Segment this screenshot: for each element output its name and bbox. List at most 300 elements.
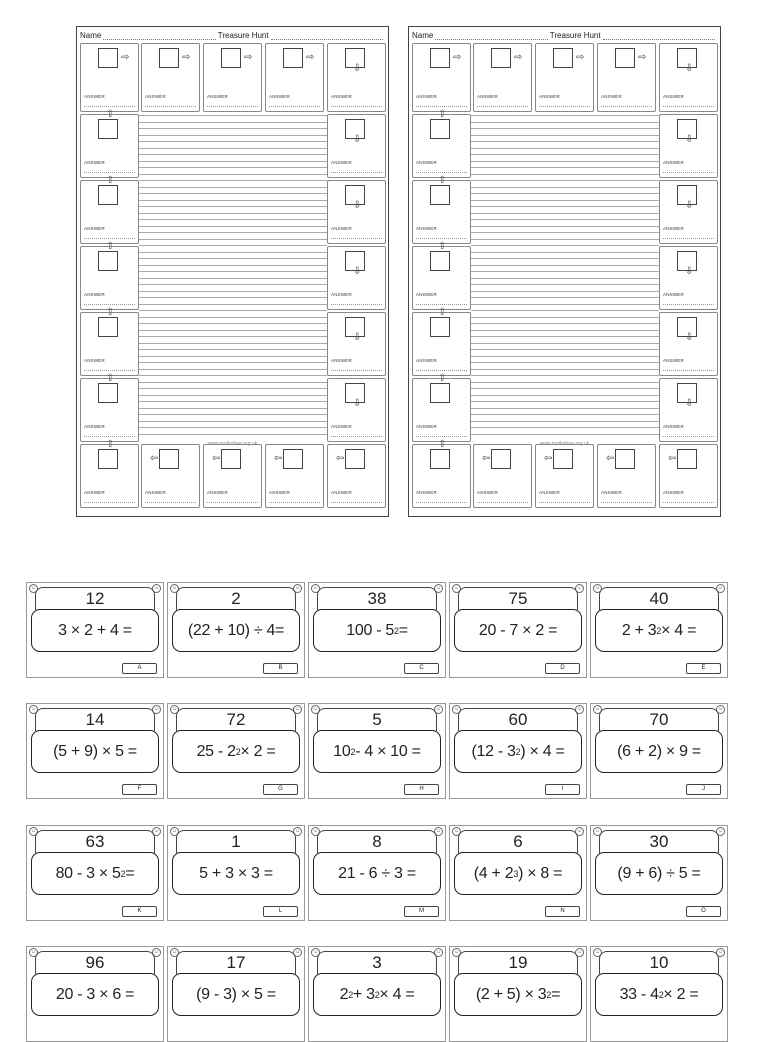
ruled-line	[471, 388, 659, 389]
question-card	[308, 825, 446, 921]
question-card	[167, 582, 305, 678]
website-text: www.mathsfree.org.uk	[539, 441, 590, 447]
answer-line	[663, 370, 714, 371]
ruled-line	[139, 421, 327, 422]
answer-cell	[327, 246, 386, 310]
answer-line	[84, 172, 135, 173]
answer-label: ANSWER	[207, 94, 228, 99]
arrow-icon: ⇦	[274, 453, 283, 464]
card-answer: 10	[649, 953, 669, 972]
answer-cell	[412, 175, 471, 244]
clue-box	[553, 48, 573, 68]
ruled-line	[139, 323, 327, 324]
answer-line	[477, 106, 528, 107]
card-question: (2 + 5) × 3 2 =	[454, 973, 582, 1016]
ruled-line	[471, 369, 659, 370]
card-answer: 60	[508, 710, 528, 729]
ruled-line	[139, 115, 327, 116]
ruled-line	[139, 167, 327, 168]
answer-line	[84, 370, 135, 371]
clue-box	[283, 48, 303, 68]
ruled-line	[139, 232, 327, 233]
card-letter: B	[263, 663, 298, 674]
clue-box	[221, 449, 241, 469]
answer-label: ANSWER	[416, 358, 437, 363]
arrow-icon: ⇨	[514, 52, 523, 63]
question-card	[449, 946, 587, 1042]
card-answer: 72	[226, 710, 246, 729]
card-letter: J	[686, 784, 721, 795]
arrow-icon: ⇩	[353, 134, 362, 145]
ruled-line	[471, 245, 659, 246]
ruled-line	[139, 174, 327, 175]
arrow-icon: ⇩	[685, 63, 694, 74]
card-answer: 75	[508, 589, 528, 608]
card-question: 21 - 6 ÷ 3 =	[313, 852, 441, 895]
sheet-title: Treasure Hunt	[549, 31, 601, 40]
answer-cell	[80, 307, 139, 376]
ruled-line	[139, 310, 327, 311]
answer-line	[84, 436, 135, 437]
answer-line	[84, 502, 135, 503]
card-question: 2 + 3 2 × 4 =	[595, 609, 723, 652]
answer-line	[331, 370, 382, 371]
answer-label: ANSWER	[331, 160, 352, 165]
card-answer: 30	[649, 832, 669, 851]
answer-line	[416, 502, 467, 503]
ruled-line	[139, 265, 327, 266]
ruled-line	[471, 174, 659, 175]
card-letter: E	[686, 663, 721, 674]
answer-label: ANSWER	[416, 292, 437, 297]
answer-label: ANSWER	[416, 160, 437, 165]
ruled-line	[471, 310, 659, 311]
answer-label: ANSWER	[145, 94, 166, 99]
ruled-line	[139, 375, 327, 376]
card-question: (9 + 6) ÷ 5 =	[595, 852, 723, 895]
answer-cell	[412, 241, 471, 310]
answer-cell	[659, 378, 718, 442]
ruled-line	[139, 122, 327, 123]
arrow-icon: ⇧	[106, 307, 115, 318]
ruled-line	[139, 291, 327, 292]
ruled-line	[139, 414, 327, 415]
smiley-icon: ☺	[717, 706, 724, 712]
answer-label: ANSWER	[477, 94, 498, 99]
answer-line	[331, 304, 382, 305]
answer-cell	[412, 373, 471, 442]
answer-label: ANSWER	[84, 358, 105, 363]
clue-box	[98, 383, 118, 403]
card-row-1	[26, 582, 728, 678]
arrow-icon: ⇧	[106, 373, 115, 384]
answer-label: ANSWER	[601, 490, 622, 495]
smiley-icon: ☺	[294, 585, 301, 591]
answer-cell	[412, 307, 471, 376]
arrow-icon: ⇦	[150, 453, 159, 464]
card-answer: 38	[367, 589, 387, 608]
smiley-icon: ☺	[594, 706, 601, 712]
answer-cell	[327, 444, 386, 508]
answer-line	[84, 106, 135, 107]
ruled-line	[139, 239, 327, 240]
ruled-line	[139, 349, 327, 350]
question-card	[167, 946, 305, 1042]
arrow-icon: ⇩	[353, 200, 362, 211]
card-letter: M	[404, 906, 439, 917]
answer-cell	[203, 444, 262, 508]
question-card	[26, 946, 164, 1042]
title-line	[271, 32, 383, 40]
smiley-icon: ☺	[171, 706, 178, 712]
smiley-icon: ☺	[594, 828, 601, 834]
answer-cell	[473, 43, 532, 112]
answer-line	[416, 106, 467, 107]
card-letter: K	[122, 906, 157, 917]
question-card	[308, 703, 446, 799]
arrow-icon: ⇨	[638, 52, 647, 63]
card-question: (6 + 2) × 9 =	[595, 730, 723, 773]
answer-label: ANSWER	[663, 226, 684, 231]
question-card	[449, 582, 587, 678]
ruled-line	[139, 187, 327, 188]
ruled-line	[471, 226, 659, 227]
clue-box	[430, 119, 450, 139]
smiley-icon: ☺	[435, 706, 442, 712]
answer-label: ANSWER	[269, 94, 290, 99]
answer-label: ANSWER	[416, 226, 437, 231]
answer-cell	[80, 439, 139, 508]
ruled-line	[471, 232, 659, 233]
card-question: 3 × 2 + 4 =	[31, 609, 159, 652]
ruled-line	[471, 206, 659, 207]
clue-box	[283, 449, 303, 469]
answer-cell	[327, 180, 386, 244]
card-question: 80 - 3 × 5 2 =	[31, 852, 159, 895]
clue-box	[159, 449, 179, 469]
answer-line	[84, 238, 135, 239]
card-letter: A	[122, 663, 157, 674]
card-answer: 1	[231, 832, 241, 851]
arrow-icon: ⇧	[438, 439, 447, 450]
ruled-line	[471, 408, 659, 409]
answer-cell	[659, 43, 718, 112]
ruled-line	[471, 141, 659, 142]
answer-line	[663, 436, 714, 437]
smiley-icon: ☺	[153, 828, 160, 834]
answer-cell	[327, 114, 386, 178]
ruled-line	[139, 401, 327, 402]
smiley-icon: ☺	[171, 828, 178, 834]
card-answer: 3	[372, 953, 382, 972]
ruled-line	[139, 317, 327, 318]
clue-box	[553, 449, 573, 469]
answer-line	[331, 436, 382, 437]
ruled-line	[471, 167, 659, 168]
smiley-icon: ☺	[171, 949, 178, 955]
card-question: (4 + 2 3 ) × 8 =	[454, 852, 582, 895]
smiley-icon: ☺	[312, 585, 319, 591]
arrow-icon: ⇧	[438, 109, 447, 120]
arrow-icon: ⇧	[106, 241, 115, 252]
answer-line	[207, 502, 258, 503]
answer-cell	[412, 109, 471, 178]
clue-box	[430, 251, 450, 271]
answer-label: ANSWER	[84, 226, 105, 231]
answer-line	[663, 106, 714, 107]
ruled-line	[139, 219, 327, 220]
ruled-line	[139, 213, 327, 214]
answer-cell	[412, 439, 471, 508]
smiley-icon: ☺	[576, 828, 583, 834]
answer-cell	[597, 43, 656, 112]
answer-cell	[535, 43, 594, 112]
answer-line	[145, 502, 196, 503]
answer-label: ANSWER	[84, 94, 105, 99]
ruled-line	[139, 271, 327, 272]
arrow-icon: ⇩	[353, 63, 362, 74]
answer-cell	[327, 43, 386, 112]
card-question: (12 - 3 2 ) × 4 =	[454, 730, 582, 773]
smiley-icon: ☺	[453, 706, 460, 712]
smiley-icon: ☺	[576, 585, 583, 591]
ruled-line	[471, 239, 659, 240]
answer-cell	[203, 43, 262, 112]
card-answer: 5	[372, 710, 382, 729]
answer-label: ANSWER	[84, 160, 105, 165]
question-card	[590, 946, 728, 1042]
ruled-line	[471, 330, 659, 331]
question-card	[590, 825, 728, 921]
answer-line	[601, 502, 652, 503]
arrow-icon: ⇨	[453, 52, 462, 63]
answer-cell	[327, 312, 386, 376]
card-answer: 17	[226, 953, 246, 972]
ruled-line	[471, 193, 659, 194]
smiley-icon: ☺	[435, 828, 442, 834]
smiley-icon: ☺	[294, 706, 301, 712]
smiley-icon: ☺	[717, 949, 724, 955]
answer-cell	[141, 444, 200, 508]
card-letter: F	[122, 784, 157, 795]
card-letter: D	[545, 663, 580, 674]
answer-cell	[659, 444, 718, 508]
card-letter: L	[263, 906, 298, 917]
ruled-line	[139, 193, 327, 194]
answer-label: ANSWER	[601, 94, 622, 99]
arrow-icon: ⇩	[685, 266, 694, 277]
answer-line	[331, 238, 382, 239]
ruled-line	[471, 401, 659, 402]
card-letter: C	[404, 663, 439, 674]
ruled-line	[471, 180, 659, 181]
answer-cell	[473, 444, 532, 508]
ruled-line	[471, 304, 659, 305]
answer-label: ANSWER	[331, 490, 352, 495]
smiley-icon: ☺	[294, 949, 301, 955]
answer-label: ANSWER	[416, 424, 437, 429]
smiley-icon: ☺	[171, 585, 178, 591]
ruled-line	[139, 154, 327, 155]
ruled-line	[139, 304, 327, 305]
answer-line	[331, 172, 382, 173]
answer-label: ANSWER	[269, 490, 290, 495]
card-answer: 8	[372, 832, 382, 851]
answer-line	[416, 172, 467, 173]
arrow-icon: ⇦	[336, 453, 345, 464]
ruled-line	[471, 414, 659, 415]
arrow-icon: ⇩	[353, 332, 362, 343]
ruled-line	[471, 336, 659, 337]
smiley-icon: ☺	[30, 706, 37, 712]
arrow-icon: ⇦	[606, 453, 615, 464]
answer-line	[269, 106, 320, 107]
website-text: www.mathsfree.org.uk	[207, 441, 258, 447]
ruled-line	[139, 245, 327, 246]
card-question: 25 - 2 2 × 2 =	[172, 730, 300, 773]
answer-label: ANSWER	[477, 490, 498, 495]
smiley-icon: ☺	[312, 828, 319, 834]
card-question: 2 2 + 3 2 × 4 =	[313, 973, 441, 1016]
card-answer: 40	[649, 589, 669, 608]
answer-cell	[412, 43, 471, 112]
arrow-icon: ⇦	[482, 453, 491, 464]
answer-line	[601, 106, 652, 107]
question-card	[590, 582, 728, 678]
answer-cell	[659, 246, 718, 310]
smiley-icon: ☺	[717, 828, 724, 834]
answer-cell	[659, 114, 718, 178]
arrow-icon: ⇨	[121, 52, 130, 63]
arrow-icon: ⇦	[212, 453, 221, 464]
smiley-icon: ☺	[453, 828, 460, 834]
ruled-line	[471, 258, 659, 259]
ruled-line	[471, 219, 659, 220]
ruled-line	[471, 148, 659, 149]
clue-box	[98, 119, 118, 139]
ruled-line	[139, 128, 327, 129]
ruled-line	[139, 200, 327, 201]
question-card	[26, 703, 164, 799]
ruled-line	[471, 375, 659, 376]
answer-label: ANSWER	[539, 94, 560, 99]
question-card	[308, 582, 446, 678]
card-letter: G	[263, 784, 298, 795]
name-label: Name	[412, 31, 434, 40]
smiley-icon: ☺	[576, 949, 583, 955]
answer-cell	[265, 43, 324, 112]
answer-cell	[80, 109, 139, 178]
ruled-line	[139, 434, 327, 435]
card-answer: 14	[85, 710, 105, 729]
ruled-line	[139, 369, 327, 370]
question-card	[167, 825, 305, 921]
clue-box	[221, 48, 241, 68]
card-answer: 70	[649, 710, 669, 729]
name-line	[435, 32, 547, 40]
clue-box	[430, 449, 450, 469]
card-answer: 63	[85, 832, 105, 851]
smiley-icon: ☺	[153, 949, 160, 955]
card-question: (9 - 3) × 5 =	[172, 973, 300, 1016]
ruled-line	[139, 180, 327, 181]
question-card	[26, 582, 164, 678]
card-answer: 2	[231, 589, 241, 608]
ruled-line	[139, 161, 327, 162]
smiley-icon: ☺	[717, 585, 724, 591]
card-question: 5 + 3 × 3 =	[172, 852, 300, 895]
name-line	[103, 32, 215, 40]
clue-box	[430, 185, 450, 205]
ruled-line	[139, 382, 327, 383]
ruled-line	[471, 297, 659, 298]
arrow-icon: ⇩	[685, 200, 694, 211]
smiley-icon: ☺	[294, 828, 301, 834]
question-card	[308, 946, 446, 1042]
answer-label: ANSWER	[539, 490, 560, 495]
smiley-icon: ☺	[30, 828, 37, 834]
ruled-line	[471, 128, 659, 129]
clue-box	[430, 48, 450, 68]
ruled-line	[471, 187, 659, 188]
smiley-icon: ☺	[30, 949, 37, 955]
answer-line	[663, 304, 714, 305]
answer-line	[416, 370, 467, 371]
ruled-line	[471, 356, 659, 357]
clue-box	[491, 449, 511, 469]
ruled-line	[139, 362, 327, 363]
ruled-line	[471, 291, 659, 292]
clue-box	[677, 449, 697, 469]
ruled-lines	[471, 115, 659, 441]
arrow-icon: ⇩	[685, 398, 694, 409]
sheet-header	[80, 29, 385, 42]
arrow-icon: ⇩	[353, 266, 362, 277]
answer-line	[331, 502, 382, 503]
arrow-icon: ⇧	[106, 439, 115, 450]
smiley-icon: ☺	[435, 585, 442, 591]
ruled-line	[471, 382, 659, 383]
card-question: (5 + 9) × 5 =	[31, 730, 159, 773]
ruled-line	[471, 317, 659, 318]
arrow-icon: ⇨	[306, 52, 315, 63]
smiley-icon: ☺	[594, 585, 601, 591]
ruled-line	[139, 356, 327, 357]
card-answer: 12	[85, 589, 105, 608]
card-row-2	[26, 703, 728, 799]
ruled-line	[471, 154, 659, 155]
answer-label: ANSWER	[663, 490, 684, 495]
question-card	[167, 703, 305, 799]
answer-line	[663, 502, 714, 503]
answer-line	[663, 238, 714, 239]
answer-cell	[80, 373, 139, 442]
clue-box	[98, 48, 118, 68]
ruled-line	[139, 135, 327, 136]
worksheet-left	[76, 26, 389, 517]
smiley-icon: ☺	[153, 585, 160, 591]
smiley-icon: ☺	[153, 706, 160, 712]
clue-box	[159, 48, 179, 68]
clue-box	[430, 383, 450, 403]
answer-line	[539, 106, 590, 107]
clue-box	[430, 317, 450, 337]
ruled-line	[139, 297, 327, 298]
ruled-line	[139, 330, 327, 331]
arrow-icon: ⇦	[544, 453, 553, 464]
answer-label: ANSWER	[663, 94, 684, 99]
ruled-line	[471, 395, 659, 396]
